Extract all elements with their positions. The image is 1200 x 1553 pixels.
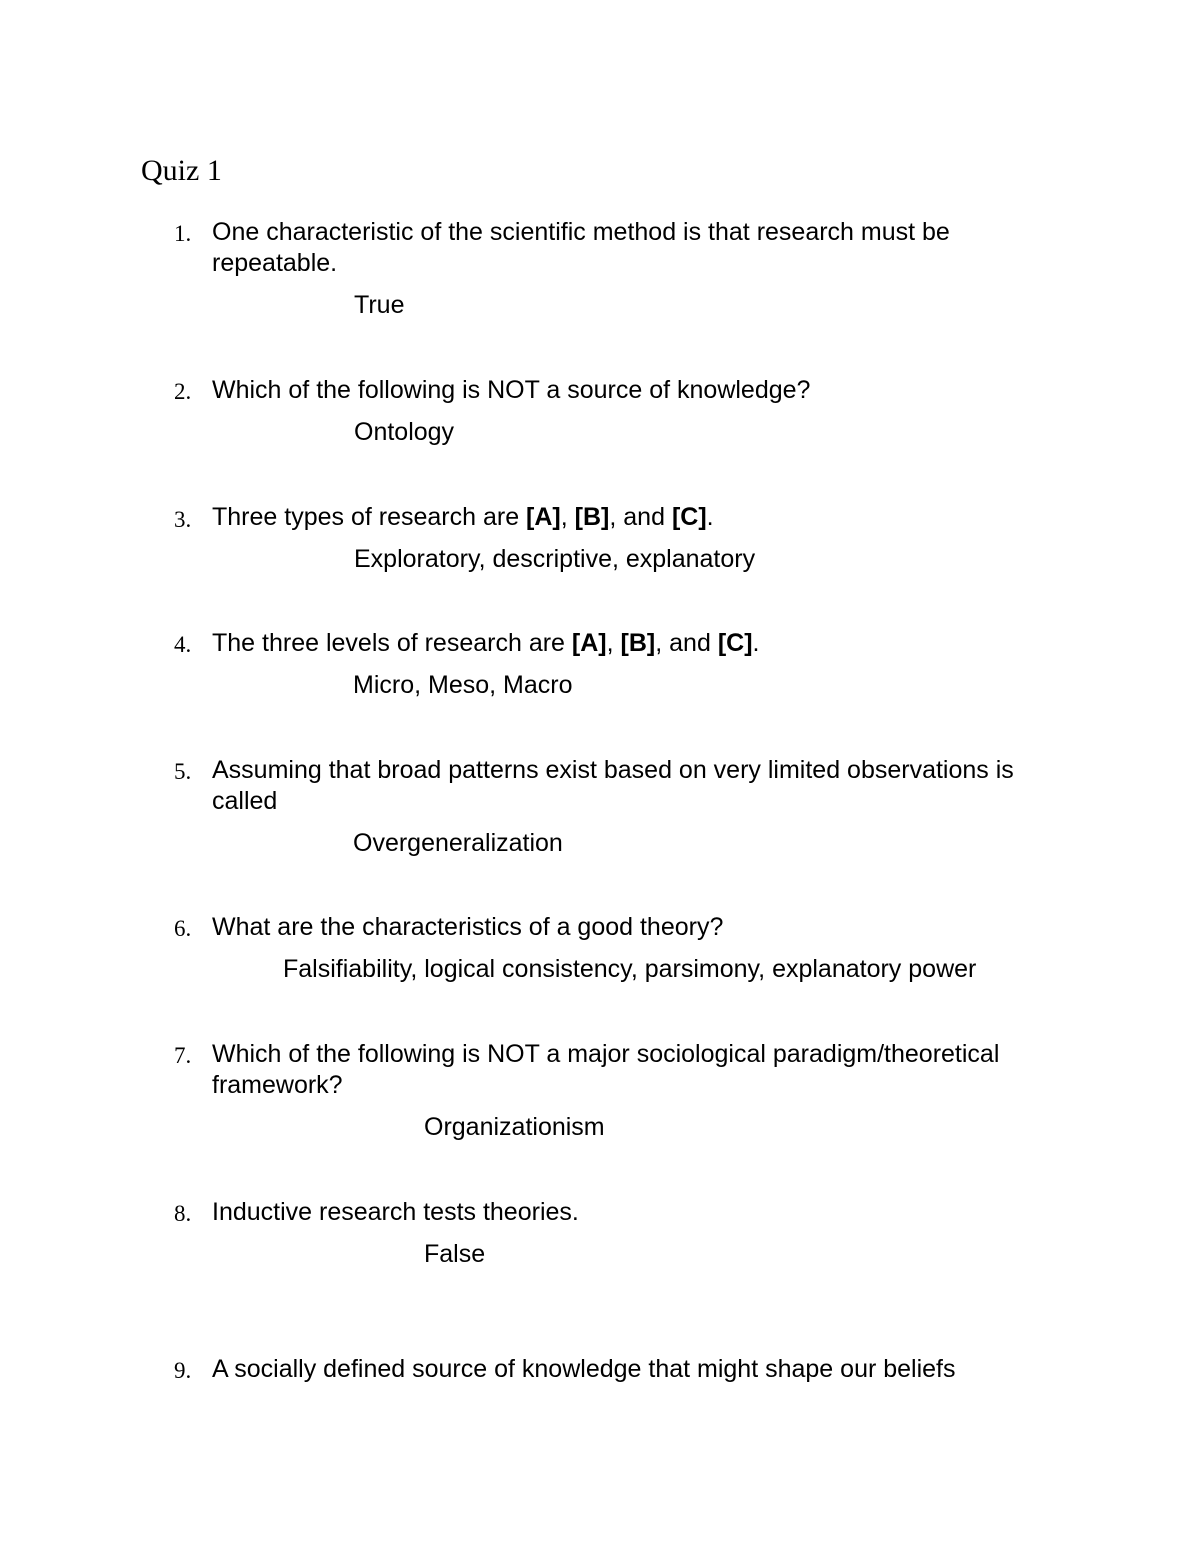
- page-title: Quiz 1: [141, 154, 222, 187]
- question-3-text-prefix: Three types of research are: [212, 503, 527, 531]
- question-9-text: A socially defined source of knowledge that might shape our beliefs: [212, 1355, 956, 1383]
- question-4-blank-c: [C]: [717, 629, 753, 657]
- question-4-answer: Micro, Meso, Macro: [353, 671, 573, 699]
- question-6-answer: Falsifiability, logical consistency, parsimony, explanatory power: [283, 955, 977, 983]
- question-9-number: 9.: [174, 1358, 192, 1383]
- question-3-separator-1: ,: [560, 503, 575, 531]
- question-6-number: 6.: [174, 916, 192, 941]
- question-4-text-suffix: .: [752, 629, 760, 657]
- question-8-text: Inductive research tests theories.: [212, 1198, 579, 1226]
- question-8-number: 8.: [174, 1201, 192, 1226]
- question-4-text-prefix: The three levels of research are: [212, 629, 572, 657]
- question-2-text: Which of the following is NOT a source of knowledge?: [212, 376, 811, 404]
- question-4-number: 4.: [174, 632, 192, 657]
- question-3-text: [212, 502, 1062, 533]
- question-5-text: Assuming that broad patterns exist based on very limited observations is called: [212, 756, 1014, 815]
- question-4-blank-b: [B]: [620, 629, 656, 657]
- question-2-answer: Ontology: [354, 418, 455, 446]
- question-1-text: One characteristic of the scientific method is that research must be repeatable.: [212, 218, 950, 277]
- question-3-blank-a: [A]: [526, 503, 561, 531]
- question-3-number: 3.: [174, 507, 192, 532]
- question-6-text: What are the characteristics of a good theory?: [212, 913, 724, 941]
- question-7-answer: Organizationism: [424, 1113, 605, 1141]
- question-3-text-suffix: .: [706, 503, 714, 531]
- question-1-answer: True: [354, 291, 405, 319]
- question-4-separator-2: , and: [655, 629, 718, 657]
- question-3-blank-c: [C]: [671, 503, 707, 531]
- question-3-blank-b: [B]: [574, 503, 610, 531]
- question-4-text: [212, 628, 1062, 659]
- question-2-number: 2.: [174, 379, 192, 404]
- question-3-answer: Exploratory, descriptive, explanatory: [354, 545, 756, 573]
- question-4-blank-a: [A]: [571, 629, 607, 657]
- question-1-number: 1.: [174, 221, 192, 246]
- question-7-number: 7.: [174, 1043, 192, 1068]
- question-3-separator-2: , and: [609, 503, 672, 531]
- question-4-separator-1: ,: [606, 629, 621, 657]
- question-5-number: 5.: [174, 759, 192, 784]
- question-5-answer: Overgeneralization: [353, 829, 563, 857]
- question-7-text: Which of the following is NOT a major sociological paradigm/theoretical framework?: [212, 1040, 1000, 1099]
- question-8-answer: False: [424, 1240, 486, 1268]
